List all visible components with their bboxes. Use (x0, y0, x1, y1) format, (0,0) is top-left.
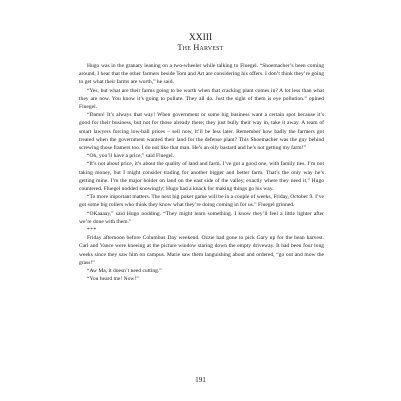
page-number: 191 (195, 376, 206, 384)
paragraph: Friday afternoon before Columbus Day weekend. Ozzie had gone to pick Gary up for the bean harvest. Carl and Vance were kneeing at the picture window staring down the empty driveway. It had been four long weeks since they saw him on campus. Marie saw them languishing about and ordered, “go out and mow the grass!” (79, 235, 324, 266)
chapter-number: XXIII (188, 33, 213, 43)
paragraph: “You heard me! Now!” (87, 276, 139, 283)
body-text (79, 62, 324, 283)
paragraph: “Oh, you’ll have a price,” said Fluegel. (87, 153, 175, 160)
paragraph: “Aw Ma, it doesn’t need cutting.” (87, 268, 162, 275)
paragraph: “To more important matters. The next big poker game will be in a couple of weeks, Friday, October 9. I’ve got some big rollers who think they know what they’re doing coming in for us.” Fluegel grinned. (79, 194, 324, 209)
paragraph: “Yes, but what are their farms going to be worth when that cracking plant comes in? A lot less than what they are now. You know it’s going to pollute. They all do. Just the sight of them is eye pollution.” opined Fluegel. (79, 87, 324, 111)
scene-break: *** (87, 227, 97, 234)
paragraph: “Damn! It’s always that way! When government or some big business want a certain spot because it’s good for their business, but not for those already there; they just bully their way in, take it away. A team of smart lawyers forcing low-ball prices – sell now, it’ll be less later. Remember how badly the farmers got treated when the government wanted their land for the defense plant? This Shoemacher was the guy behind screwing those framers too. I do not like that man. He’s an oily bastard and he’s not getting my farm!” (79, 112, 324, 152)
chapter-title: The Harvest (177, 43, 224, 52)
paragraph: “OKaaaay,” said Hugo nodding. “They might learn something. I know they’ll feel a little lighter after we’re done with them.” (79, 210, 324, 225)
paragraph: “It’s not about price, it’s about the quality of land and farm. I’ve got a good one, with family ties. I’m not taking money, but I might consider trading for another bigger and better farm. That’s the only way he’s getting mine. I’m the major holder on land on the east side of the valley, exactly where they need it,” Hugo countered. Fluegel nodded knowingly; Hugo had a knack for making things go his way. (79, 161, 324, 193)
paragraph: Hugo was in the granary leaning on a two-wheeler while talking to Fluegel. “Shoemacher’s been coming around, I hear that the other farmers beside Tom and Art are considering his offers. I don’t think they’re going to get what their farms are worth,” he said. (79, 63, 324, 86)
